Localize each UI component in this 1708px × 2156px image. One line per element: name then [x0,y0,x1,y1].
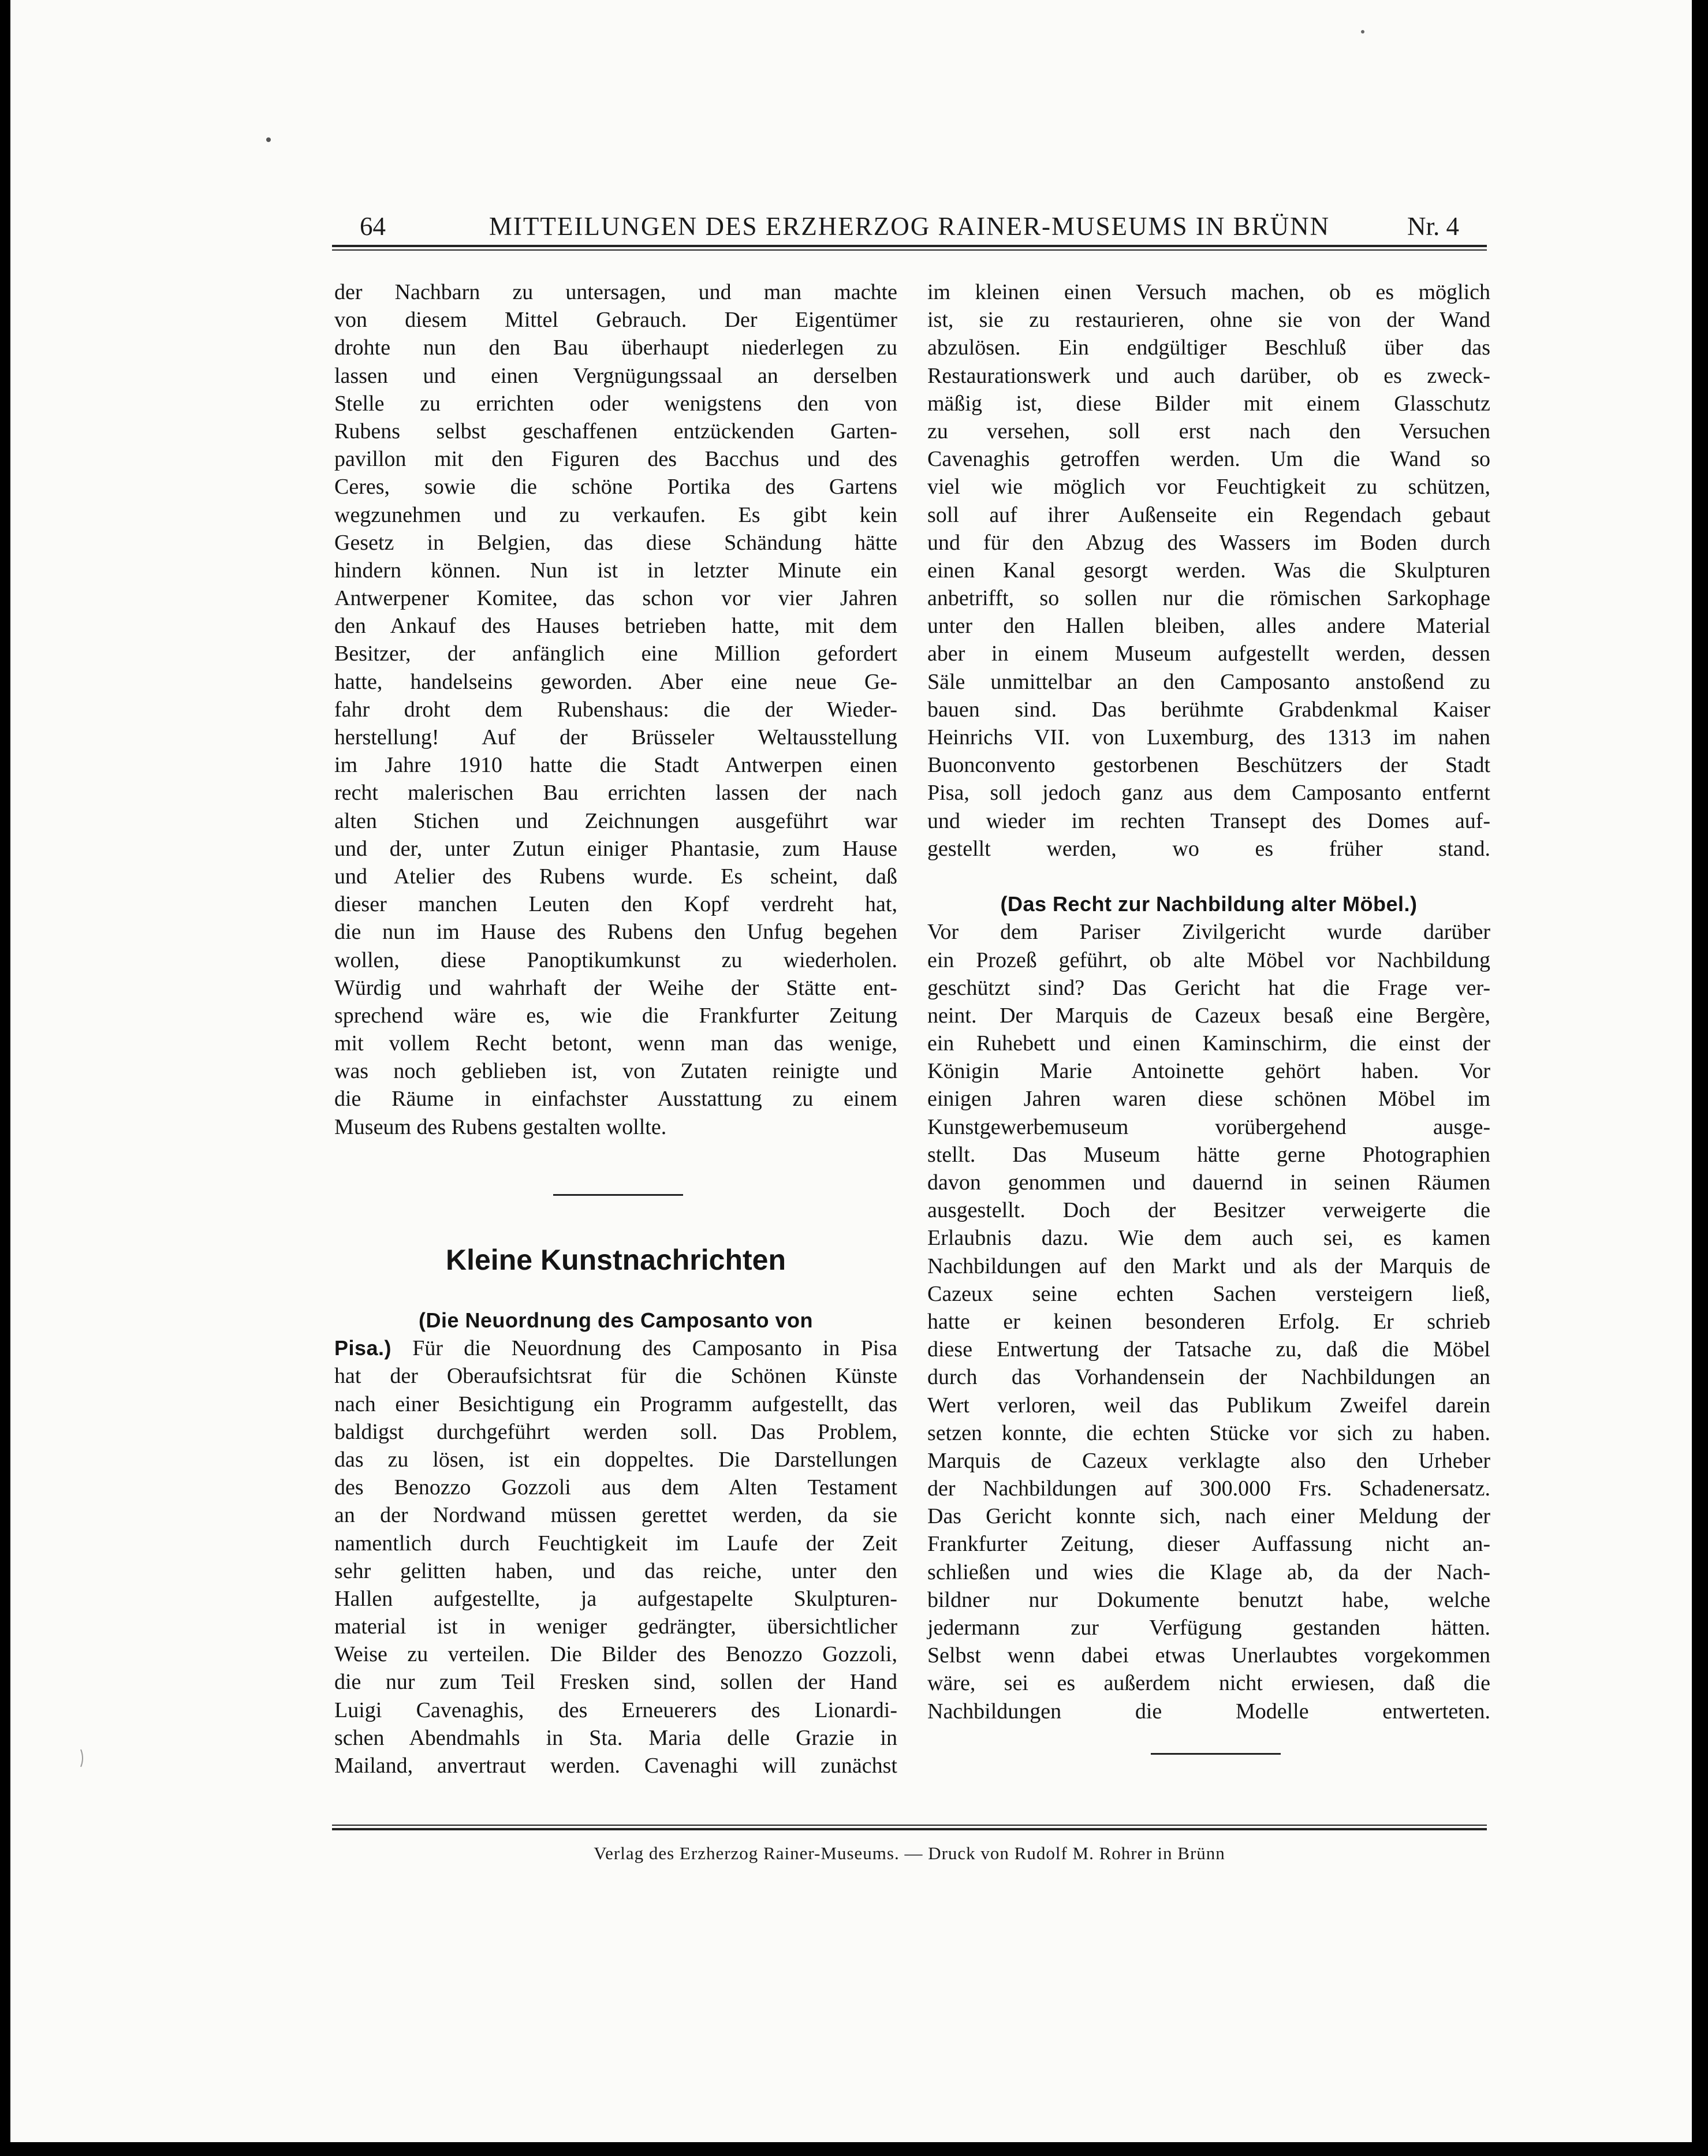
text-line: wollen, diese Panoptikumkunst zu wiederholen. [334,948,897,972]
text-line: was noch geblieben ist, von Zutaten reinigte und [334,1059,897,1084]
text-line: recht malerischen Bau errichten lassen der nach [334,781,897,805]
journal-title: MITTEILUNGEN DES ERZHERZOG RAINER-MUSEUMS IN BRÜNN [488,212,1330,241]
text-line: setzen konnte, die echten Stücke vor sich zu haben. [927,1420,1490,1445]
text-line [334,1807,897,1835]
text-line: Stelle zu errichten oder wenigstens den von [334,391,897,416]
text-line: wäre, sei es außerdem nicht erwiesen, daß die [927,1671,1490,1696]
text-line: schen Abendmahls in Sta. Maria delle Grazie in [334,1725,897,1750]
text-line: Marquis de Cazeux verklagte also den Urheber [927,1448,1490,1473]
text-line: hatte er keinen besonderen Erfolg. Er schrieb [927,1309,1490,1334]
text-line: Rubens selbst geschaffenen entzückenden Garten- [334,419,897,443]
text-line: Mailand, anvertraut werden. Cavenaghi will zunächst [334,1754,897,1778]
text-line: drohte nun den Bau überhaupt niederlegen zu [334,335,897,360]
text-line: herstellung! Auf der Brüsseler Weltausstellung [334,725,897,749]
text-line: mit vollem Recht betont, wenn man das wenige, [334,1031,897,1056]
text-line: Luigi Cavenaghis, des Erneuerers des Lionardi- [334,1698,897,1722]
text-line: die nur zum Teil Fresken sind, sollen der Hand [334,1670,897,1695]
text-line: durch das Vorhandensein der Nachbildungen an [927,1365,1490,1390]
text-line: Gesetz in Belgien, das diese Schändung hätte [334,530,897,555]
text-line: Säle unmittelbar an den Camposanto anstoßend zu [927,669,1490,694]
text-line: bildner nur Dokumente benutzt habe, welche [927,1587,1490,1612]
text-line: Museum des Rubens gestalten wollte. [334,1114,667,1139]
text-line: an der Nordwand müssen gerettet werden, da sie [334,1503,897,1528]
text-line: soll auf ihrer Außenseite ein Regendach gebaut [927,502,1490,527]
text-line: und der, unter Zutun einiger Phantasie, zum Hause [334,836,897,861]
text-line: Hallen aufgestellte, ja aufgestapelte Skulpturen- [334,1586,897,1611]
footer-rule [332,1828,1487,1830]
running-header [332,209,1487,245]
text-line: dieser manchen Leuten den Kopf verdreht hat, [334,892,897,917]
text-line: im Jahre 1910 hatte die Stadt Antwerpen einen [334,753,897,778]
text-line: und für den Abzug des Wassers im Boden durch [927,530,1490,555]
text-line: Königin Marie Antoinette gehört haben. Vor [927,1059,1490,1084]
text-line: gestellt werden, wo es früher stand. [927,836,1490,861]
text-line: Wert verloren, weil das Publikum Zweifel darein [927,1393,1490,1418]
speck-mark-icon [1353,22,1373,42]
text-line: aber in einem Museum aufgestellt werden, dessen [927,641,1490,666]
text-line: ein Prozeß geführt, ob alte Möbel vor Nachbildung [927,948,1490,972]
page [10,0,1692,2142]
text-line: Nachbildungen auf den Markt und als der Marquis de [927,1254,1490,1278]
text-line: viel wie möglich vor Feuchtigkeit zu schützen, [927,475,1490,499]
section-divider [1151,1753,1281,1755]
text-line: hindern können. Nun ist in letzter Minute ein [334,558,897,583]
text-line: Pisa.) Für die Neuordnung des Camposanto in Pisa [334,1336,898,1361]
text-line: Heinrichs VII. von Luxemburg, des 1313 im nahen [927,725,1490,749]
text-line: und wieder im rechten Transept des Domes auf- [927,808,1490,833]
text-line: sehr gelitten haben, und das reiche, unter den [334,1558,897,1583]
text-line: alten Stichen und Zeichnungen ausgeführt war [334,808,897,833]
text-line: baldigst durchgeführt werden soll. Das Problem, [334,1419,897,1444]
text-line: jedermann zur Verfügung gestanden hätten. [927,1616,1490,1640]
text-line: lassen und einen Vergnügungssaal an derselben [334,363,897,388]
speck-mark-icon [259,130,278,150]
text-line: nach einer Besichtigung ein Programm aufgestellt, das [334,1392,897,1416]
text-line [334,1780,897,1807]
text-line: Kunstgewerbemuseum vorübergehend ausge- [927,1114,1490,1139]
section-divider [553,1194,683,1196]
text-line: Nachbildungen die Modelle entwerteten. [927,1699,1490,1724]
text-line: sprechend wäre es, wie die Frankfurter Zeitung [334,1003,897,1028]
text-line: die Räume in einfachster Ausstattung zu einem [334,1087,897,1111]
text-line: schließen und wies die Klage ab, da der Nach- [927,1560,1490,1584]
text-line: Das Gericht konnte sich, nach einer Meldung der [927,1504,1490,1529]
text-line: material ist in weniger gedrängter, übersichtlicher [334,1614,897,1639]
page-number: 64 [360,212,386,241]
text-line: abzulösen. Ein endgültiger Beschluß über das [927,335,1490,360]
text-line: ist, sie zu restaurieren, ohne sie von der Wand [927,308,1490,333]
text-line: diese Entwertung der Tatsache zu, daß die Möbel [927,1337,1490,1362]
header-rule-thin [332,249,1487,251]
text-line: Weise zu verteilen. Die Bilder des Benozzo Gozzoli, [334,1642,897,1667]
text-line: Antwerpener Komitee, das schon vor vier Jahren [334,586,897,611]
speck-mark-icon [73,1748,92,1768]
text-line: Würdig und wahrhaft der Weihe der Stätte ent- [334,975,897,1000]
text-line [927,1725,1490,1753]
text-line: einen Kanal gesorgt werden. Was die Skulpturen [927,558,1490,583]
text-line: neint. Der Marquis de Cazeux besaß eine Bergère, [927,1003,1490,1028]
text-line: hat der Oberaufsichtsrat für die Schönen Künste [334,1364,897,1389]
right-column [927,278,1490,1753]
text-line: mäßig ist, diese Bilder mit einem Glasschutz [927,391,1490,416]
text-line: Cazeux seine echten Sachen versteigern ließ, [927,1281,1490,1306]
text-line: Frankfurter Zeitung, dieser Auffassung nicht an- [927,1532,1490,1557]
text-line: stellt. Das Museum hätte gerne Photographien [927,1142,1490,1167]
text-line: das zu lösen, ist ein doppeltes. Die Darstellungen [334,1447,897,1472]
text-line: zu versehen, soll erst nach den Versuchen [927,419,1490,443]
issue-number: Nr. 4 [1407,212,1459,241]
left-column [334,278,897,1141]
text-line: fahr droht dem Rubenshaus: die der Wieder- [334,697,897,722]
text-line: Vor dem Pariser Zivilgericht wurde darüber [927,920,1490,945]
text-line: pavillon mit den Figuren des Bacchus und des [334,447,897,472]
text-line: Besitzer, der anfänglich eine Million gefordert [334,641,897,666]
text-line: Cavenaghis getroffen werden. Um die Wand so [927,447,1490,472]
text-line: und Atelier des Rubens wurde. Es scheint, daß [334,864,897,889]
text-line: ausgestellt. Doch der Besitzer verweigerte die [927,1198,1490,1223]
text-line: geschützt sind? Das Gericht hat die Frage ver- [927,975,1490,1000]
text-line: bauen sind. Das berühmte Grabdenkmal Kaiser [927,697,1490,722]
text-line: Selbst wenn dabei etwas Unerlaubtes vorgekommen [927,1643,1490,1668]
text-line: Ceres, sowie die schöne Portika des Gartens [334,475,897,499]
text-line: Restaurationswerk und auch darüber, ob es zweck- [927,363,1490,388]
text-line: ein Ruhebett und einen Kaminschirm, die einst der [927,1031,1490,1056]
left-column-section [334,1307,897,1836]
text-line [927,863,1490,890]
text-line: von diesem Mittel Gebrauch. Der Eigentümer [334,308,897,333]
imprint: Verlag des Erzherzog Rainer-Museums. — Druck von Rudolf M. Rohrer in Brünn [594,1843,1225,1863]
text-line: unter den Hallen bleiben, alles andere Material [927,614,1490,639]
text-line: Buonconvento gestorbenen Beschützers der Stadt [927,753,1490,778]
text-line: des Benozzo Gozzoli aus dem Alten Testament [334,1475,897,1500]
text-line: Erlaubnis dazu. Wie dem auch sei, es kamen [927,1226,1490,1251]
text-line: den Ankauf des Hauses betrieben hatte, mit dem [334,614,897,639]
footer-rule-thin [332,1825,1487,1826]
text-line: der Nachbarn zu untersagen, und man machte [334,280,897,304]
text-line: anbetrifft, so sollen nur die römischen Sarkophage [927,586,1490,611]
subheading-end: Pisa.) [334,1336,392,1360]
section-title: Kleine Kunstnachrichten [446,1244,786,1276]
text-line: einigen Jahren waren diese schönen Möbel im [927,1087,1490,1111]
text-line: im kleinen einen Versuch machen, ob es möglich [927,280,1490,304]
text-line: der Nachbildungen auf 300.000 Frs. Schadenersatz. [927,1476,1490,1501]
text-line: davon genommen und dauernd in seinen Räumen [927,1170,1490,1195]
text-line: hatte, handelseins geworden. Aber eine neue Ge- [334,669,897,694]
subheading: (Das Recht zur Nachbildung alter Möbel.) [1000,892,1418,916]
text-line: Pisa, soll jedoch ganz aus dem Camposanto entfernt [927,781,1490,805]
text-line: wegzunehmen und zu verkaufen. Es gibt kein [334,502,897,527]
text-line: die nun im Hause des Rubens den Unfug begehen [334,920,897,945]
subheading: (Die Neuordnung des Camposanto von [418,1308,814,1332]
header-rule [332,245,1487,247]
text-line: namentlich durch Feuchtigkeit im Laufe der Zeit [334,1531,897,1556]
